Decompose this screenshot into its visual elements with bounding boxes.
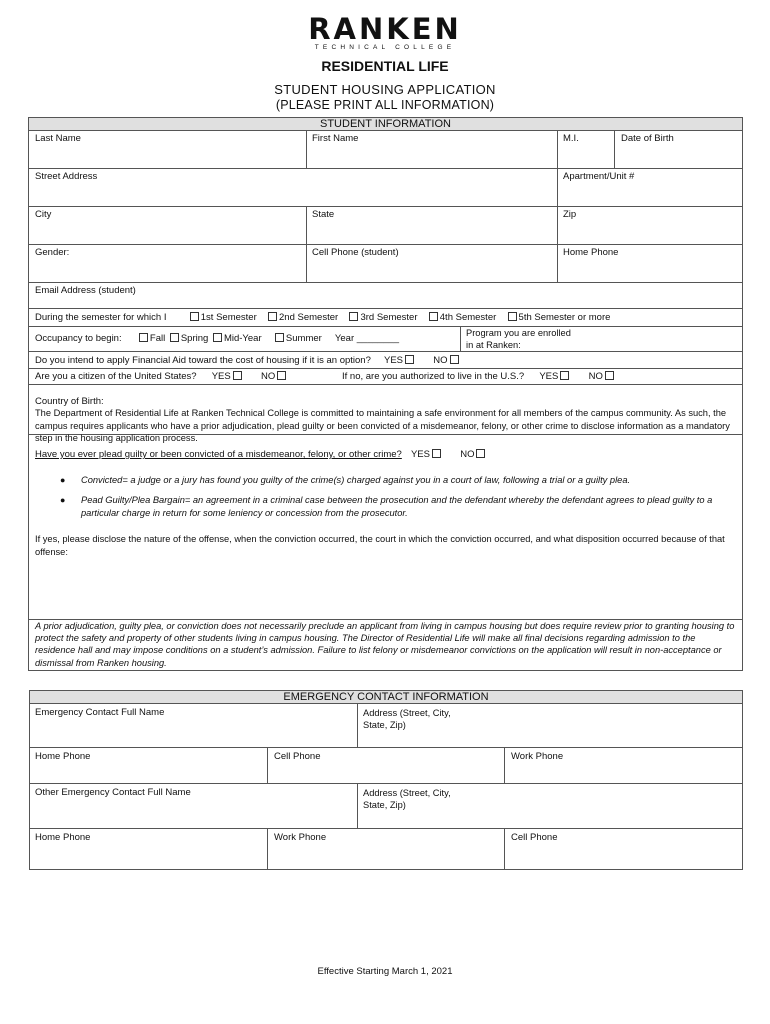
middle-initial-field[interactable]: M.I.	[563, 133, 579, 144]
other-contact-name-field[interactable]: Other Emergency Contact Full Name	[35, 787, 191, 798]
apartment-field[interactable]: Apartment/Unit #	[563, 171, 635, 182]
citizen-yes-label: YES	[211, 371, 231, 382]
semester-prompt: During the semester for which I	[35, 312, 167, 323]
summer-label: Summer	[285, 333, 322, 344]
citizen-question: Are you a citizen of the United States?	[35, 371, 197, 382]
authorized-question: If no, are you authorized to live in the U.S.?	[342, 371, 525, 382]
citizen-yes-checkbox[interactable]	[233, 371, 242, 380]
conviction-no-checkbox[interactable]	[476, 449, 485, 458]
other-cell-phone-field[interactable]: Cell Phone	[511, 832, 558, 843]
conviction-question: Have you ever plead guilty or been convicted of a misdemeanor, felony, or other crime?	[35, 449, 402, 460]
midyear-label: Mid-Year	[223, 333, 262, 344]
fall-label: Fall	[149, 333, 166, 344]
last-name-field[interactable]: Last Name	[35, 133, 81, 144]
emergency-address-field[interactable]: Address (Street, City, State, Zip)	[363, 708, 451, 730]
occupancy-row	[35, 333, 399, 345]
semester-5-label: 5th Semester or more	[518, 312, 611, 323]
midyear-checkbox[interactable]	[213, 333, 222, 342]
authorized-yes-label: YES	[539, 371, 559, 382]
cell-phone-field[interactable]: Cell Phone (student)	[312, 247, 399, 258]
conviction-yes-label: YES	[410, 449, 430, 460]
spring-checkbox[interactable]	[170, 333, 179, 342]
city-field[interactable]: City	[35, 209, 52, 220]
authorized-no-label: NO	[588, 371, 603, 382]
bullet-dot: ●	[60, 475, 66, 485]
policy-paragraph: The Department of Residential Life at Ranken Technical College is committed to maintaining a safe environment for all members of the campus community. As such, the campus requires applicants who have a prior adjudication, plead guilty or been convicted of a misdemeanor, felony, or other crime to disclose information as a mandatory step in the housing application process.	[35, 408, 730, 444]
emergency-cell-phone-field[interactable]: Cell Phone	[274, 751, 321, 762]
semester-3-label: 3rd Semester	[360, 312, 418, 323]
other-address-field[interactable]: Address (Street, City, State, Zip)	[363, 788, 451, 810]
semester-4-label: 4th Semester	[439, 312, 497, 323]
financial-aid-row	[35, 355, 461, 367]
conviction-row	[35, 449, 487, 461]
authorized-row	[342, 371, 616, 383]
convicted-definition: Convicted= a judge or a jury has found you guilty of the crime(s) charged against you in a court of law, following a trial or a guilty plea.	[81, 475, 631, 485]
finaid-yes-checkbox[interactable]	[405, 355, 414, 364]
country-of-birth-field[interactable]: Country of Birth:	[35, 396, 104, 407]
conviction-no-label: NO	[460, 449, 475, 460]
authorized-yes-checkbox[interactable]	[560, 371, 569, 380]
citizen-no-checkbox[interactable]	[277, 371, 286, 380]
gender-field[interactable]: Gender:	[35, 247, 70, 258]
semester-2-label: 2nd Semester	[279, 312, 339, 323]
semester-5-checkbox[interactable]	[508, 312, 517, 321]
conviction-yes-checkbox[interactable]	[432, 449, 441, 458]
citizen-no-label: NO	[261, 371, 276, 382]
semester-row	[35, 312, 610, 324]
notice-paragraph: A prior adjudication, guilty plea, or conviction does not necessarily preclude an applicant from living in campus housing but does require review prior to granting housing to protect the safety and property of other students living in campus housing. The Director of Residential Life will make all final decisions regarding admission to the residence hall and may impose conditions on a student’s admission. Failure to list felony or misdemeanor convictions on the application will result in non-acceptance or dismissal from Ranken housing.	[35, 621, 735, 668]
email-field[interactable]: Email Address (student)	[35, 285, 136, 296]
logo-subtitle: TECHNICAL COLLEGE	[314, 44, 456, 51]
state-field[interactable]: State	[312, 209, 335, 220]
finaid-yes-label: YES	[383, 355, 403, 366]
program-field[interactable]: Program you are enrolled in at Ranken:	[466, 328, 571, 350]
form-title: STUDENT HOUSING APPLICATION	[274, 82, 496, 97]
semester-1-checkbox[interactable]	[190, 312, 199, 321]
disclosure-prompt: If yes, please disclose the nature of the offense, when the conviction occurred, the court in which the conviction occurred, and what disposition occurred because of that offense:	[35, 534, 725, 557]
finaid-no-label: NO	[433, 355, 448, 366]
effective-date: Effective Starting March 1, 2021	[317, 966, 453, 977]
fall-checkbox[interactable]	[139, 333, 148, 342]
occupancy-prompt: Occupancy to begin:	[35, 333, 122, 344]
student-info-header: STUDENT INFORMATION	[29, 118, 742, 131]
street-address-field[interactable]: Street Address	[35, 171, 98, 182]
semester-4-checkbox[interactable]	[429, 312, 438, 321]
disclosure-answer-area[interactable]	[35, 560, 735, 616]
emergency-work-phone-field[interactable]: Work Phone	[511, 751, 564, 762]
semester-1-label: 1st Semester	[200, 312, 257, 323]
department-title: RESIDENTIAL LIFE	[321, 58, 449, 74]
ranken-logo: RANKEN	[308, 12, 462, 46]
semester-2-checkbox[interactable]	[268, 312, 277, 321]
first-name-field[interactable]: First Name	[312, 133, 359, 144]
other-home-phone-field[interactable]: Home Phone	[35, 832, 91, 843]
year-field[interactable]: Year ________	[334, 333, 400, 344]
plea-definition: Pead Guilty/Plea Bargain= an agreement in a criminal case between the prosecution and the defendant whereby the defendant agrees to plead guilty to a particular charge in return for some leniency or concession from the prosecutor.	[81, 495, 713, 518]
semester-3-checkbox[interactable]	[349, 312, 358, 321]
home-phone-field[interactable]: Home Phone	[563, 247, 619, 258]
citizen-row	[35, 371, 288, 383]
emergency-contact-name-field[interactable]: Emergency Contact Full Name	[35, 707, 165, 718]
finaid-no-checkbox[interactable]	[450, 355, 459, 364]
authorized-no-checkbox[interactable]	[605, 371, 614, 380]
other-work-phone-field[interactable]: Work Phone	[274, 832, 327, 843]
spring-label: Spring	[180, 333, 209, 344]
financial-aid-question: Do you intend to apply Financial Aid toward the cost of housing if it is an option?	[35, 355, 371, 366]
emergency-home-phone-field[interactable]: Home Phone	[35, 751, 91, 762]
date-of-birth-field[interactable]: Date of Birth	[621, 133, 674, 144]
bullet-dot: ●	[60, 495, 66, 505]
form-subtitle: (PLEASE PRINT ALL INFORMATION)	[275, 98, 495, 112]
zip-field[interactable]: Zip	[563, 209, 577, 220]
summer-checkbox[interactable]	[275, 333, 284, 342]
emergency-contact-header: EMERGENCY CONTACT INFORMATION	[30, 691, 742, 704]
